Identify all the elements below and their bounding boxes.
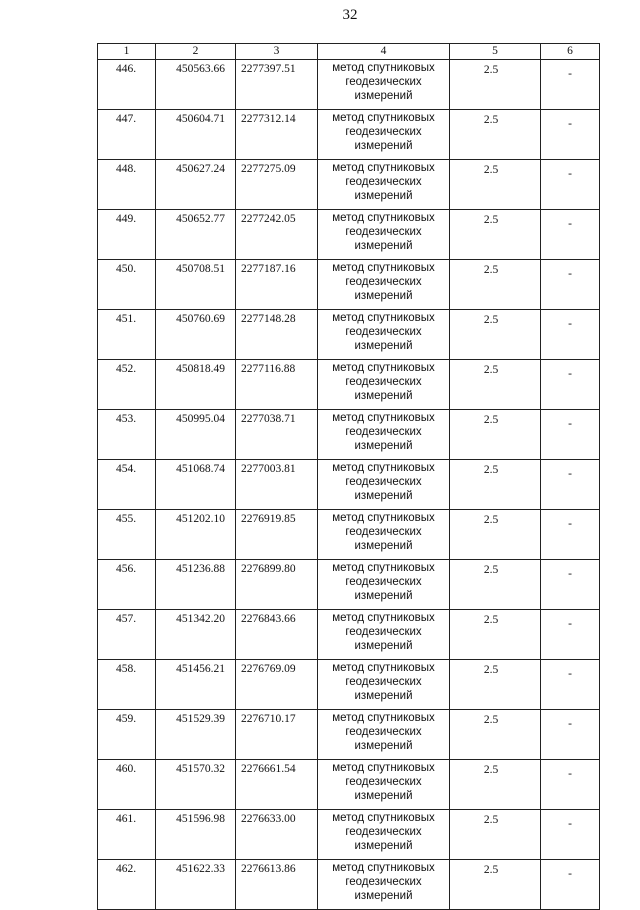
- accuracy-cell: 2.5: [450, 710, 541, 760]
- table-row: [98, 60, 600, 110]
- coordinate-y-cell: 2277038.71: [236, 410, 318, 460]
- method-cell: метод спутниковых геодезических измерений: [318, 660, 450, 710]
- coordinate-x-cell: 450995.04: [156, 410, 236, 460]
- coordinate-y-cell: 2276843.66: [236, 610, 318, 660]
- method-cell: метод спутниковых геодезических измерений: [318, 760, 450, 810]
- coordinate-y-cell: 2276899.80: [236, 560, 318, 610]
- coordinate-x-cell: 450604.71: [156, 110, 236, 160]
- method-cell: метод спутниковых геодезических измерений: [318, 610, 450, 660]
- coordinate-x-cell: 450708.51: [156, 260, 236, 310]
- method-cell: метод спутниковых геодезических измерений: [318, 860, 450, 910]
- method-cell: метод спутниковых геодезических измерений: [318, 410, 450, 460]
- coordinate-y-cell: 2277242.05: [236, 210, 318, 260]
- method-cell: метод спутниковых геодезических измерений: [318, 710, 450, 760]
- coordinate-y-cell: 2276661.54: [236, 760, 318, 810]
- accuracy-cell: 2.5: [450, 560, 541, 610]
- method-cell: метод спутниковых геодезических измерений: [318, 460, 450, 510]
- coordinate-y-cell: 2276613.86: [236, 860, 318, 910]
- point-number-cell: 450.: [98, 260, 156, 310]
- point-number-cell: 449.: [98, 210, 156, 260]
- coordinates-table: [97, 43, 600, 910]
- table-row: [98, 460, 600, 510]
- coordinate-y-cell: 2276710.17: [236, 710, 318, 760]
- point-number-cell: 451.: [98, 310, 156, 360]
- table-header-row: [98, 44, 600, 60]
- description-cell: -: [541, 410, 600, 460]
- point-number-cell: 459.: [98, 710, 156, 760]
- table-row: [98, 110, 600, 160]
- coordinate-x-cell: 451596.98: [156, 810, 236, 860]
- description-cell: -: [541, 210, 600, 260]
- coordinate-x-cell: 450627.24: [156, 160, 236, 210]
- method-cell: метод спутниковых геодезических измерений: [318, 510, 450, 560]
- table-row: [98, 360, 600, 410]
- table-row: [98, 560, 600, 610]
- table-row: [98, 410, 600, 460]
- accuracy-cell: 2.5: [450, 160, 541, 210]
- coordinate-y-cell: 2277312.14: [236, 110, 318, 160]
- coordinate-y-cell: 2277275.09: [236, 160, 318, 210]
- description-cell: -: [541, 310, 600, 360]
- description-cell: -: [541, 360, 600, 410]
- method-cell: метод спутниковых геодезических измерений: [318, 560, 450, 610]
- column-header: 4: [318, 44, 450, 60]
- coordinate-x-cell: 451236.88: [156, 560, 236, 610]
- description-cell: -: [541, 810, 600, 860]
- page-number: 32: [342, 7, 358, 23]
- point-number-cell: 446.: [98, 60, 156, 110]
- description-cell: -: [541, 460, 600, 510]
- accuracy-cell: 2.5: [450, 860, 541, 910]
- table-row: [98, 160, 600, 210]
- accuracy-cell: 2.5: [450, 210, 541, 260]
- accuracy-cell: 2.5: [450, 660, 541, 710]
- point-number-cell: 457.: [98, 610, 156, 660]
- description-cell: -: [541, 610, 600, 660]
- accuracy-cell: 2.5: [450, 610, 541, 660]
- accuracy-cell: 2.5: [450, 810, 541, 860]
- coordinate-y-cell: 2276769.09: [236, 660, 318, 710]
- coordinate-x-cell: 450818.49: [156, 360, 236, 410]
- accuracy-cell: 2.5: [450, 110, 541, 160]
- coordinate-x-cell: 450760.69: [156, 310, 236, 360]
- table-row: [98, 760, 600, 810]
- accuracy-cell: 2.5: [450, 410, 541, 460]
- coordinate-y-cell: 2277187.16: [236, 260, 318, 310]
- point-number-cell: 458.: [98, 660, 156, 710]
- description-cell: -: [541, 60, 600, 110]
- point-number-cell: 456.: [98, 560, 156, 610]
- table-row: [98, 810, 600, 860]
- accuracy-cell: 2.5: [450, 260, 541, 310]
- description-cell: -: [541, 760, 600, 810]
- table-row: [98, 710, 600, 760]
- description-cell: -: [541, 710, 600, 760]
- table-row: [98, 310, 600, 360]
- description-cell: -: [541, 110, 600, 160]
- method-cell: метод спутниковых геодезических измерений: [318, 60, 450, 110]
- column-header: 2: [156, 44, 236, 60]
- description-cell: -: [541, 560, 600, 610]
- coordinate-x-cell: 450563.66: [156, 60, 236, 110]
- description-cell: -: [541, 660, 600, 710]
- description-cell: -: [541, 510, 600, 560]
- accuracy-cell: 2.5: [450, 310, 541, 360]
- coordinate-x-cell: 451068.74: [156, 460, 236, 510]
- column-header: 5: [450, 44, 541, 60]
- accuracy-cell: 2.5: [450, 60, 541, 110]
- coordinate-x-cell: 451529.39: [156, 710, 236, 760]
- point-number-cell: 448.: [98, 160, 156, 210]
- method-cell: метод спутниковых геодезических измерений: [318, 260, 450, 310]
- table-row: [98, 210, 600, 260]
- method-cell: метод спутниковых геодезических измерений: [318, 210, 450, 260]
- method-cell: метод спутниковых геодезических измерений: [318, 160, 450, 210]
- method-cell: метод спутниковых геодезических измерений: [318, 360, 450, 410]
- description-cell: -: [541, 160, 600, 210]
- column-header: 3: [236, 44, 318, 60]
- coordinate-y-cell: 2276633.00: [236, 810, 318, 860]
- point-number-cell: 452.: [98, 360, 156, 410]
- accuracy-cell: 2.5: [450, 760, 541, 810]
- accuracy-cell: 2.5: [450, 460, 541, 510]
- point-number-cell: 454.: [98, 460, 156, 510]
- table-row: [98, 610, 600, 660]
- point-number-cell: 462.: [98, 860, 156, 910]
- coordinate-x-cell: 451202.10: [156, 510, 236, 560]
- method-cell: метод спутниковых геодезических измерений: [318, 110, 450, 160]
- coordinate-x-cell: 451570.32: [156, 760, 236, 810]
- accuracy-cell: 2.5: [450, 510, 541, 560]
- column-header: 6: [541, 44, 600, 60]
- accuracy-cell: 2.5: [450, 360, 541, 410]
- point-number-cell: 453.: [98, 410, 156, 460]
- table-row: [98, 860, 600, 910]
- coordinate-y-cell: 2277003.81: [236, 460, 318, 510]
- point-number-cell: 455.: [98, 510, 156, 560]
- table-row: [98, 510, 600, 560]
- coordinate-x-cell: 451342.20: [156, 610, 236, 660]
- description-cell: -: [541, 260, 600, 310]
- method-cell: метод спутниковых геодезических измерений: [318, 310, 450, 360]
- description-cell: -: [541, 860, 600, 910]
- coordinate-x-cell: 451622.33: [156, 860, 236, 910]
- method-cell: метод спутниковых геодезических измерений: [318, 810, 450, 860]
- coordinate-x-cell: 451456.21: [156, 660, 236, 710]
- point-number-cell: 447.: [98, 110, 156, 160]
- point-number-cell: 460.: [98, 760, 156, 810]
- table-row: [98, 260, 600, 310]
- table-row: [98, 660, 600, 710]
- point-number-cell: 461.: [98, 810, 156, 860]
- coordinate-y-cell: 2277397.51: [236, 60, 318, 110]
- coordinate-y-cell: 2277148.28: [236, 310, 318, 360]
- column-header: 1: [98, 44, 156, 60]
- coordinate-x-cell: 450652.77: [156, 210, 236, 260]
- coordinate-y-cell: 2277116.88: [236, 360, 318, 410]
- coordinate-y-cell: 2276919.85: [236, 510, 318, 560]
